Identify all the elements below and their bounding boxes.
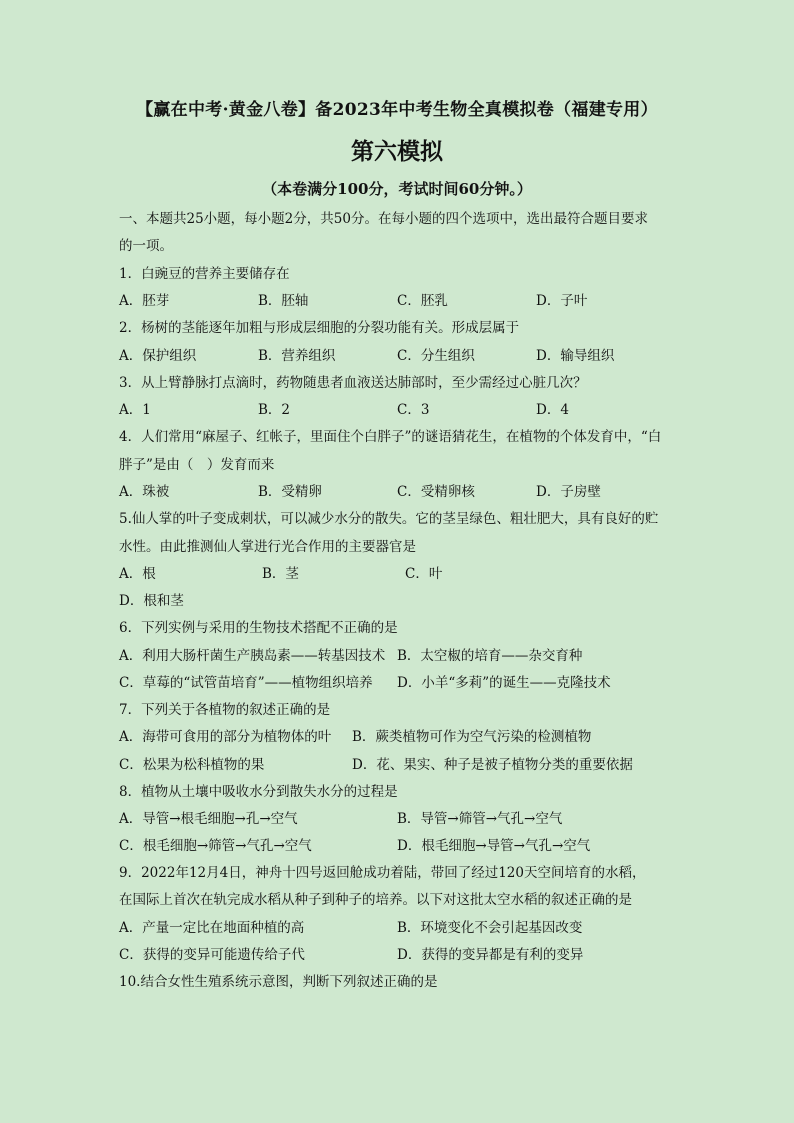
question-5-option-b: B．茎 bbox=[262, 566, 299, 582]
question-5-option-d: D．根和茎 bbox=[119, 593, 184, 609]
exam-subtitle: 第六模拟 bbox=[351, 138, 443, 165]
question-4-option-b: B．受精卵 bbox=[258, 484, 322, 500]
question-4-stem: 4．人们常用“麻屋子、红帐子，里面住个白胖子”的谜语猜花生，在植物的个体发育中，“白 bbox=[119, 429, 662, 445]
question-1-option-a: A．胚芽 bbox=[119, 293, 170, 309]
question-9-option-d: D．获得的变异都是有利的变异 bbox=[397, 947, 584, 963]
question-2-stem: 2．杨树的茎能逐年加粗与形成层细胞的分裂功能有关。形成层属于 bbox=[119, 320, 520, 336]
question-9-option-c: C．获得的变异可能遗传给子代 bbox=[119, 947, 305, 963]
question-1-option-d: D．子叶 bbox=[536, 293, 588, 309]
question-6-option-b: B．太空椒的培育——杂交育种 bbox=[397, 648, 583, 664]
question-7-option-c: C．松果为松科植物的果 bbox=[119, 757, 265, 773]
question-8-option-a: A．导管→根毛细胞→孔→空气 bbox=[119, 811, 298, 827]
question-1-option-c: C．胚乳 bbox=[397, 293, 448, 309]
question-7-option-b: B．蕨类植物可作为空气污染的检测植物 bbox=[352, 729, 592, 745]
question-6-stem: 6．下列实例与采用的生物技术搭配不正确的是 bbox=[119, 620, 398, 636]
question-10-stem: 10.结合女性生殖系统示意图，判断下列叙述正确的是 bbox=[119, 974, 438, 990]
question-7-option-d: D．花、果实、种子是被子植物分类的重要依据 bbox=[352, 757, 633, 773]
question-3-stem: 3．从上臂静脉打点滴时，药物随患者血液送达肺部时，至少需经过心脏几次？ bbox=[119, 375, 587, 391]
question-1-stem: 1．白豌豆的营养主要储存在 bbox=[119, 266, 290, 282]
question-3-option-c: C．3 bbox=[397, 402, 430, 418]
question-9-stem-cont: 在国际上首次在轨完成水稻从种子到种子的培养。以下对这批太空水稻的叙述正确的是 bbox=[119, 892, 632, 908]
question-5-stem: 5.仙人掌的叶子变成刺状，可以减少水分的散失。它的茎呈绿色、粗壮肥大，具有良好的贮 bbox=[119, 511, 659, 527]
question-8-option-c: C．根毛细胞→筛管→气孔→空气 bbox=[119, 838, 312, 854]
exam-title: 【赢在中考·黄金八卷】备2023年中考生物全真模拟卷（福建专用） bbox=[136, 100, 658, 120]
question-7-stem: 7．下列关于各植物的叙述正确的是 bbox=[119, 702, 331, 718]
question-6-option-d: D．小羊“多莉”的诞生——克隆技术 bbox=[397, 675, 611, 691]
question-9-stem: 9．2022年12月4日，神舟十四号返回舱成功着陆，带回了经过120天空间培育的水稻， bbox=[119, 865, 646, 881]
question-3-option-b: B．2 bbox=[258, 402, 291, 418]
question-4-stem-cont: 胖子”是由（ ）发育而来 bbox=[119, 457, 275, 473]
question-8-option-d: D．根毛细胞→导管→气孔→空气 bbox=[397, 838, 591, 854]
question-8-stem: 8．植物从土壤中吸收水分到散失水分的过程是 bbox=[119, 784, 398, 800]
question-4-option-a: A．珠被 bbox=[119, 484, 170, 500]
question-5-option-a: A．根 bbox=[119, 566, 156, 582]
instructions-line-1: 一、本题共25小题，每小题2分，共50分。在每小题的四个选项中，选出最符合题目要求 bbox=[119, 211, 648, 227]
question-2-option-d: D．输导组织 bbox=[536, 348, 615, 364]
question-8-option-b: B．导管→筛管→气孔→空气 bbox=[397, 811, 563, 827]
question-3-option-d: D．4 bbox=[536, 402, 569, 418]
question-7-option-a: A．海带可食用的部分为植物体的叶 bbox=[119, 729, 332, 745]
question-9-option-a: A．产量一定比在地面种植的高 bbox=[119, 920, 305, 936]
question-2-option-b: B．营养组织 bbox=[258, 348, 336, 364]
question-6-option-c: C．草莓的“试管苗培育”——植物组织培养 bbox=[119, 675, 373, 691]
question-1-option-b: B．胚轴 bbox=[258, 293, 309, 309]
instructions-line-2: 的一项。 bbox=[119, 238, 173, 254]
question-2-option-a: A．保护组织 bbox=[119, 348, 197, 364]
question-9-option-b: B．环境变化不会引起基因改变 bbox=[397, 920, 583, 936]
question-3-option-a: A．1 bbox=[119, 402, 151, 418]
question-4-option-c: C．受精卵核 bbox=[397, 484, 475, 500]
question-4-option-d: D．子房壁 bbox=[536, 484, 601, 500]
exam-note: （本卷满分100分，考试时间60分钟。） bbox=[262, 180, 532, 198]
question-5-stem-cont: 水性。由此推测仙人掌进行光合作用的主要器官是 bbox=[119, 539, 416, 555]
question-6-option-a: A．利用大肠杆菌生产胰岛素——转基因技术 bbox=[119, 648, 386, 664]
question-2-option-c: C．分生组织 bbox=[397, 348, 475, 364]
question-5-option-c: C．叶 bbox=[405, 566, 443, 582]
